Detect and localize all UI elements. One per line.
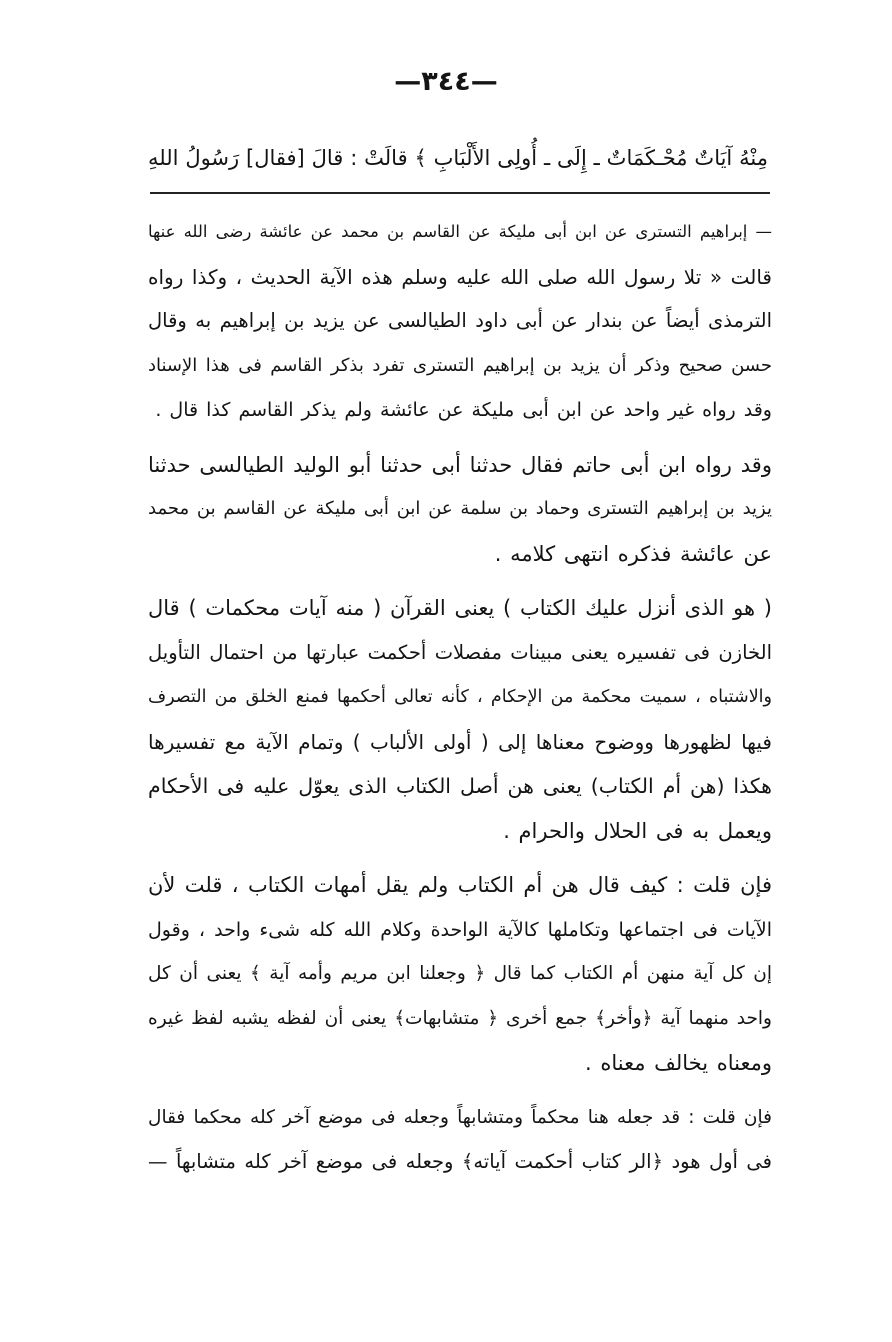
text-line: الآيات فى اجتماعها وتكاملها كالآية الواحدة وكلام الله كله شىء واحد ، وقول xyxy=(148,918,772,941)
paragraph-4 xyxy=(148,863,772,1086)
paragraph-gap xyxy=(148,1086,772,1096)
paragraph-1 xyxy=(148,210,772,433)
text-line: يزيد بن إبراهيم التسترى وحماد بن سلمة عن ابن أبى مليكة عن القاسم بن محمد xyxy=(148,498,772,519)
paragraph-2 xyxy=(148,443,772,577)
text-line: فإن قلت : قد جعله هنا محكماً ومتشابهاً وجعله فى موضع آخر كله محكما فقال xyxy=(148,1106,772,1128)
paragraph-5 xyxy=(148,1096,772,1185)
paragraph-gap xyxy=(148,853,772,863)
body-text xyxy=(148,210,772,1185)
paragraph-3 xyxy=(148,586,772,853)
text-line: واحد منهما آية ﴿وأخر﴾ جمع أخرى ﴿ متشابهات﴾ يعنى أن لفظه يشبه لفظ غيره xyxy=(148,1007,772,1029)
text-line: فى أول هود ﴿الر كتاب أحكمت آياته﴾ وجعله فى موضع آخر كله متشابهاً — xyxy=(148,1150,772,1173)
text-line: ويعمل به فى الحلال والحرام . xyxy=(503,818,772,843)
text-line: — إبراهيم التسترى عن ابن أبى مليكة عن القاسم بن محمد عن عائشة رضى الله عنها xyxy=(148,222,772,241)
text-line: فإن قلت : كيف قال هن أم الكتاب ولم يقل أمهات الكتاب ، قلت لأن xyxy=(148,873,772,897)
text-line: وقد رواه غير واحد عن ابن أبى مليكة عن عائشة ولم يذكر القاسم كذا قال . xyxy=(155,399,772,421)
running-header: مِنْهُ آيَاتٌ مُحْـكَمَاتٌ ـ إِلَى ـ أُولِى الأَلْبَابِ ﴾ قالَتْ : قالَ [فقال] رَسُولُ اللهِ xyxy=(148,146,768,170)
text-line: هكذا (هن أم الكتاب) يعنى هن أصل الكتاب الذى يعوّل عليه فى الأحكام xyxy=(148,774,772,798)
text-line: الخازن فى تفسيره يعنى مبينات مفصلات أحكمت عبارتها من احتمال التأويل xyxy=(148,640,772,664)
text-line: ومعناه يخالف معناه . xyxy=(584,1051,772,1075)
text-line: ( هو الذى أنزل عليك الكتاب ) يعنى القرآن ( منه آيات محكمات ) قال xyxy=(148,596,772,620)
text-line: عن عائشة فذكره انتهى كلامه . xyxy=(494,541,772,566)
page-number: —٣٤٤— xyxy=(394,66,498,97)
text-line: وقد رواه ابن أبى حاتم فقال حدثنا أبى حدثنا أبو الوليد الطيالسى حدثنا xyxy=(148,452,772,477)
text-line: والاشتباه ، سميت محكمة من الإحكام ، كأنه تعالى أحكمها فمنع الخلق من التصرف xyxy=(148,687,772,707)
paragraph-gap xyxy=(148,576,772,586)
paragraph-gap xyxy=(148,433,772,443)
text-line: حسن صحيح وذكر أن يزيد بن إبراهيم التسترى تفرد بذكر القاسم فى هذا الإسناد xyxy=(148,354,772,376)
text-line: فيها لظهورها ووضوح معناها إلى ( أولى الألباب ) وتمام الآية مع تفسيرها xyxy=(148,729,772,754)
text-line: الترمذى أيضاً عن بندار عن أبى داود الطيالسى عن يزيد بن إبراهيم به وقال xyxy=(148,309,772,332)
text-line: قالت « تلا رسول الله صلى الله عليه وسلم هذه الآية الحديث ، وكذا رواه xyxy=(148,264,772,289)
header-rule xyxy=(150,192,770,194)
text-line: إن كل آية منهن أم الكتاب كما قال ﴿ وجعلنا ابن مريم وأمه آية ﴾ يعنى أن كل xyxy=(148,963,772,984)
